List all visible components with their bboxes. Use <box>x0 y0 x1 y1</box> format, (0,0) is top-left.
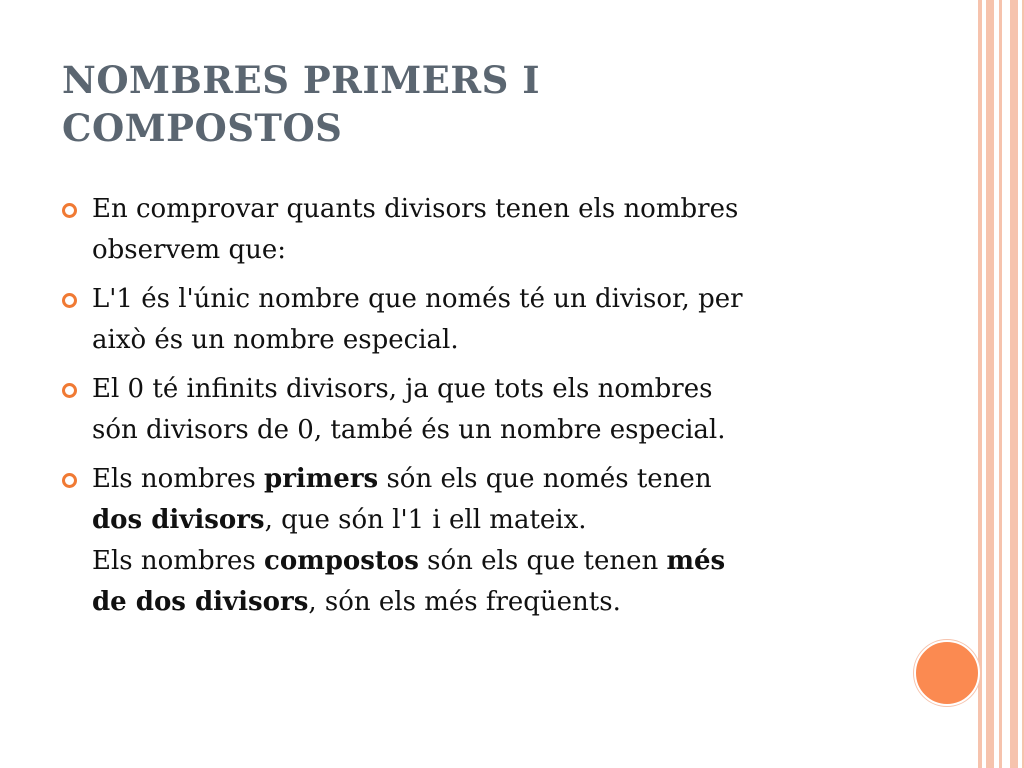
bullet-list <box>62 189 882 631</box>
bullet-item <box>62 459 882 623</box>
bullet-text-line: El 0 té infinits divisors, ja que tots els nombres <box>92 374 713 404</box>
bullet-item <box>62 369 882 451</box>
bullet-item <box>62 279 882 361</box>
bullet-icon <box>62 293 77 308</box>
bullet-text-line: L'1 és l'únic nombre que només té un divisor, per <box>92 284 743 314</box>
bullet-icon <box>62 473 77 488</box>
bullet-text-line <box>92 582 882 623</box>
text-segment: són els que tenen <box>418 546 667 576</box>
term-de-dos-divisors: de dos divisors <box>92 587 309 617</box>
bullet-text-line: observem que: <box>92 235 286 265</box>
border-stripe <box>1010 0 1018 768</box>
text-segment: , són els més freqüents. <box>308 587 621 617</box>
bullet-icon <box>62 203 77 218</box>
border-stripe <box>999 0 1002 768</box>
text-segment: Els nombres <box>92 464 265 494</box>
orange-circle-decoration <box>914 640 980 706</box>
slide-title <box>62 56 942 152</box>
slide-title-line: NOMBRES PRIMERS I <box>62 58 541 102</box>
term-mes: més <box>666 546 726 576</box>
text-segment: són els que només tenen <box>378 464 712 494</box>
bullet-item <box>62 189 882 271</box>
bullet-text-line <box>92 459 882 500</box>
border-stripe <box>978 0 982 768</box>
bullet-icon <box>62 383 77 398</box>
bullet-text-line: això és un nombre especial. <box>92 325 459 355</box>
bullet-text-line <box>92 541 882 582</box>
bullet-text-line <box>92 500 882 541</box>
bullet-text-line: En comprovar quants divisors tenen els nombres <box>92 194 739 224</box>
text-segment: , que són l'1 i ell mateix. <box>264 505 587 535</box>
border-stripe <box>986 0 994 768</box>
term-dos-divisors: dos divisors <box>92 505 265 535</box>
bullet-text-line: són divisors de 0, també és un nombre especial. <box>92 415 726 445</box>
text-segment: Els nombres <box>92 546 265 576</box>
term-primers: primers <box>264 464 379 494</box>
slide-title-line: COMPOSTOS <box>62 106 343 150</box>
term-compostos: compostos <box>264 546 419 576</box>
